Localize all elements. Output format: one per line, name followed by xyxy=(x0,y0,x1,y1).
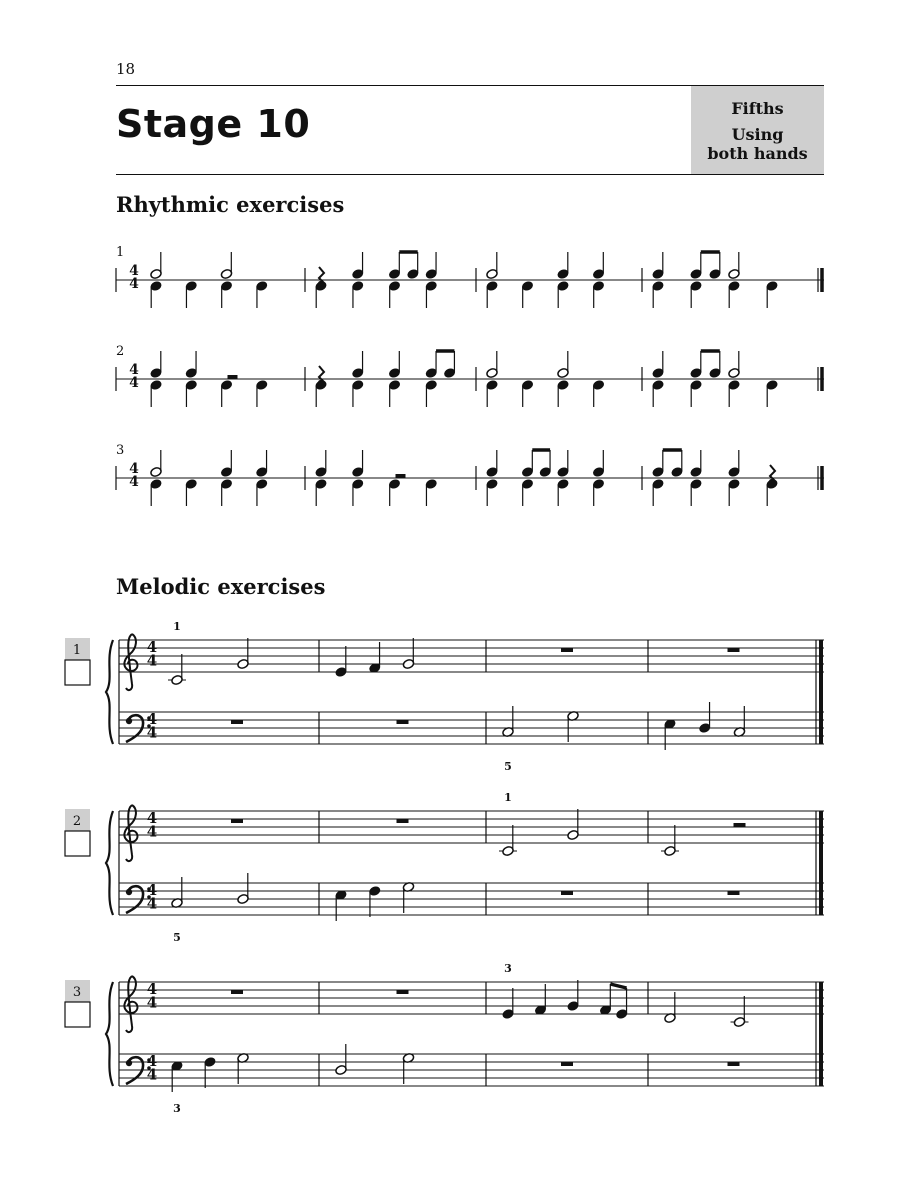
whole-rest xyxy=(397,990,409,994)
whole-rest xyxy=(728,1062,740,1066)
finger-number: 3 xyxy=(504,962,512,975)
rhythm-time-signature-top: 4 xyxy=(129,263,139,279)
whole-rest xyxy=(397,819,409,823)
topic-label-using: Using xyxy=(731,125,784,144)
bass-time-signature-bottom: 4 xyxy=(146,1065,158,1084)
rhythmic-section-title: Rhythmic exercises xyxy=(116,192,345,217)
finger-number: 5 xyxy=(173,931,181,944)
treble-clef-icon xyxy=(124,976,137,1032)
finger-number: 1 xyxy=(504,791,512,804)
rhythm-time-signature-top: 4 xyxy=(129,461,139,477)
topic-label-both-hands: both hands xyxy=(707,144,808,163)
whole-rest xyxy=(231,819,243,823)
finger-number: 3 xyxy=(173,1102,181,1115)
rhythm-time-signature-bottom: 4 xyxy=(129,374,139,391)
completion-checkbox xyxy=(65,831,90,856)
brace-icon xyxy=(106,811,113,915)
melodic-exercise-number: 3 xyxy=(72,985,82,1000)
bass-time-signature-top: 4 xyxy=(146,710,158,728)
half-rest xyxy=(734,823,746,827)
completion-checkbox xyxy=(65,1002,90,1027)
rhythm-exercise-number: 1 xyxy=(116,245,125,260)
whole-rest xyxy=(561,891,573,895)
topic-label-fifths: Fifths xyxy=(731,99,784,118)
whole-rest xyxy=(728,648,740,652)
rhythm-exercise-number: 3 xyxy=(116,443,125,458)
finger-number: 1 xyxy=(173,620,181,633)
bass-time-signature-bottom: 4 xyxy=(146,894,158,913)
brace-icon xyxy=(106,640,113,744)
whole-rest xyxy=(397,720,409,724)
whole-rest xyxy=(561,1062,573,1066)
treble-time-signature-top: 4 xyxy=(146,638,158,656)
treble-time-signature-bottom: 4 xyxy=(146,822,158,841)
rhythm-time-signature-bottom: 4 xyxy=(129,473,139,490)
melodic-section-title: Melodic exercises xyxy=(116,574,326,599)
half-rest xyxy=(228,375,238,379)
half-rest xyxy=(396,474,406,478)
treble-clef-shape xyxy=(124,976,137,1032)
stage-title: Stage 10 xyxy=(116,102,311,146)
treble-time-signature-bottom: 4 xyxy=(146,993,158,1012)
whole-rest xyxy=(561,648,573,652)
rhythm-time-signature-top: 4 xyxy=(129,362,139,378)
melodic-exercise-number: 2 xyxy=(72,814,82,829)
rhythm-exercise-number: 2 xyxy=(116,344,125,359)
eighth-beam xyxy=(610,984,626,988)
bass-clef-dot xyxy=(126,1060,132,1066)
bass-time-signature-top: 4 xyxy=(146,1052,158,1070)
whole-rest xyxy=(231,720,243,724)
whole-rest xyxy=(231,990,243,994)
treble-clef-shape xyxy=(124,634,137,690)
treble-clef-icon xyxy=(124,634,137,690)
finger-number: 5 xyxy=(504,760,512,773)
treble-time-signature-top: 4 xyxy=(146,809,158,827)
bass-clef-dot xyxy=(126,889,132,895)
brace-icon xyxy=(106,982,113,1086)
treble-clef-icon xyxy=(124,805,137,861)
bass-clef-dot xyxy=(126,718,132,724)
bass-time-signature-bottom: 4 xyxy=(146,723,158,742)
melodic-exercise-number: 1 xyxy=(72,643,82,658)
bass-time-signature-top: 4 xyxy=(146,881,158,899)
whole-rest xyxy=(728,891,740,895)
treble-time-signature-bottom: 4 xyxy=(146,651,158,670)
treble-time-signature-top: 4 xyxy=(146,980,158,998)
treble-clef-shape xyxy=(124,805,137,861)
page-number: 18 xyxy=(116,60,136,78)
rhythm-time-signature-bottom: 4 xyxy=(129,275,139,292)
completion-checkbox xyxy=(65,660,90,685)
